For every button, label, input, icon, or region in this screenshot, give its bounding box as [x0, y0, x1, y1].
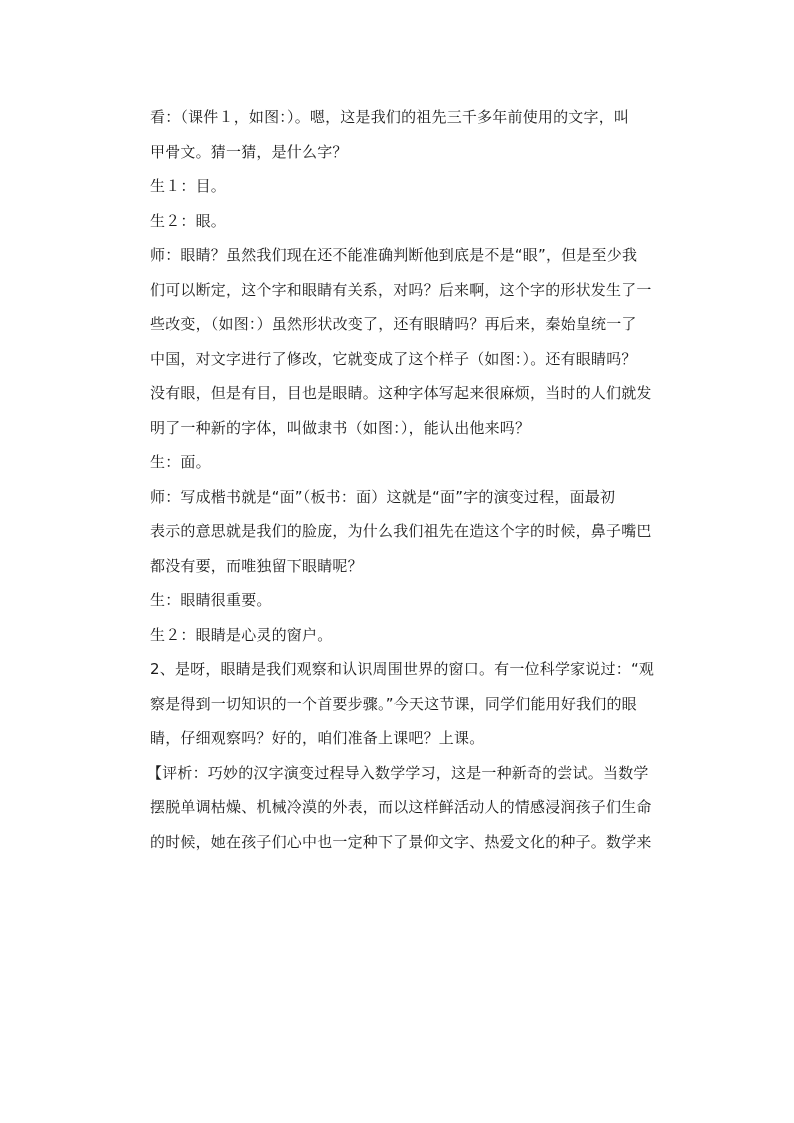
text-line: 生１：目。 [150, 177, 227, 195]
text-line: 生２：眼。 [150, 211, 227, 230]
text-line: 【评析：巧妙的汉字演变过程导入数学学习，这是一种新奇的尝试。当数学 [147, 763, 649, 782]
text-line: 生２：眼睛是心灵的窗户。 [150, 625, 333, 644]
text-line: 摆脱单调枯燥、机械冷漠的外表，而以这样鲜活动人的情感浸润孩子们生命 [150, 798, 652, 816]
text-line: 们可以断定，这个字和眼睛有关系，对吗？后来啊，这个字的形状发生了一 [150, 280, 652, 299]
text-line: 2、是呀，眼睛是我们观察和认识周围世界的窗口。有一位科学家说过：“观 [150, 660, 655, 678]
text-line: 察是得到一切知识的一个首要步骤。”今天这节课，同学们能用好我们的眼 [150, 694, 637, 713]
text-line: 师：眼睛？虽然我们现在还不能准确判断他到底是不是“眼”，但是至少我 [150, 246, 638, 264]
text-line: 师：写成楷书就是“面”（板书：面）这就是“面”字的演变过程，面最初 [150, 487, 616, 506]
text-line: 生：眼睛很重要。 [150, 591, 272, 609]
text-line: 睛，仔细观察吗？好的，咱们准备上课吧？上课。 [150, 729, 485, 747]
text-line: 表示的意思就是我们的脸庞，为什么我们祖先在造这个字的时候，鼻子嘴巴 [150, 522, 652, 540]
text-line: 些改变，（如图：）虽然形状改变了，还有眼睛吗？再后来，秦始皇统一了 [150, 315, 637, 333]
text-line: 中国，对文字进行了修改，它就变成了这个样子（如图：）。还有眼睛吗？ [150, 349, 637, 368]
text-line: 的时候，她在孩子们心中也一定种下了景仰文字、热爱文化的种子。数学来 [150, 832, 652, 851]
text-line: 甲骨文。猜一猜，是什么字？ [150, 142, 348, 161]
text-line: 生：面。 [150, 453, 211, 471]
text-line: 没有眼，但是有目，目也是眼睛。这种字体写起来很麻烦，当时的人们就发 [150, 384, 652, 402]
text-line: 看：（课件１，如图：）。嗯，这是我们的祖先三千多年前使用的文字，叫 [150, 108, 630, 126]
text-line: 明了一种新的字体，叫做隶书（如图：），能认出他来吗？ [150, 418, 531, 437]
text-line: 都没有要，而唯独留下眼睛呢？ [150, 556, 363, 575]
